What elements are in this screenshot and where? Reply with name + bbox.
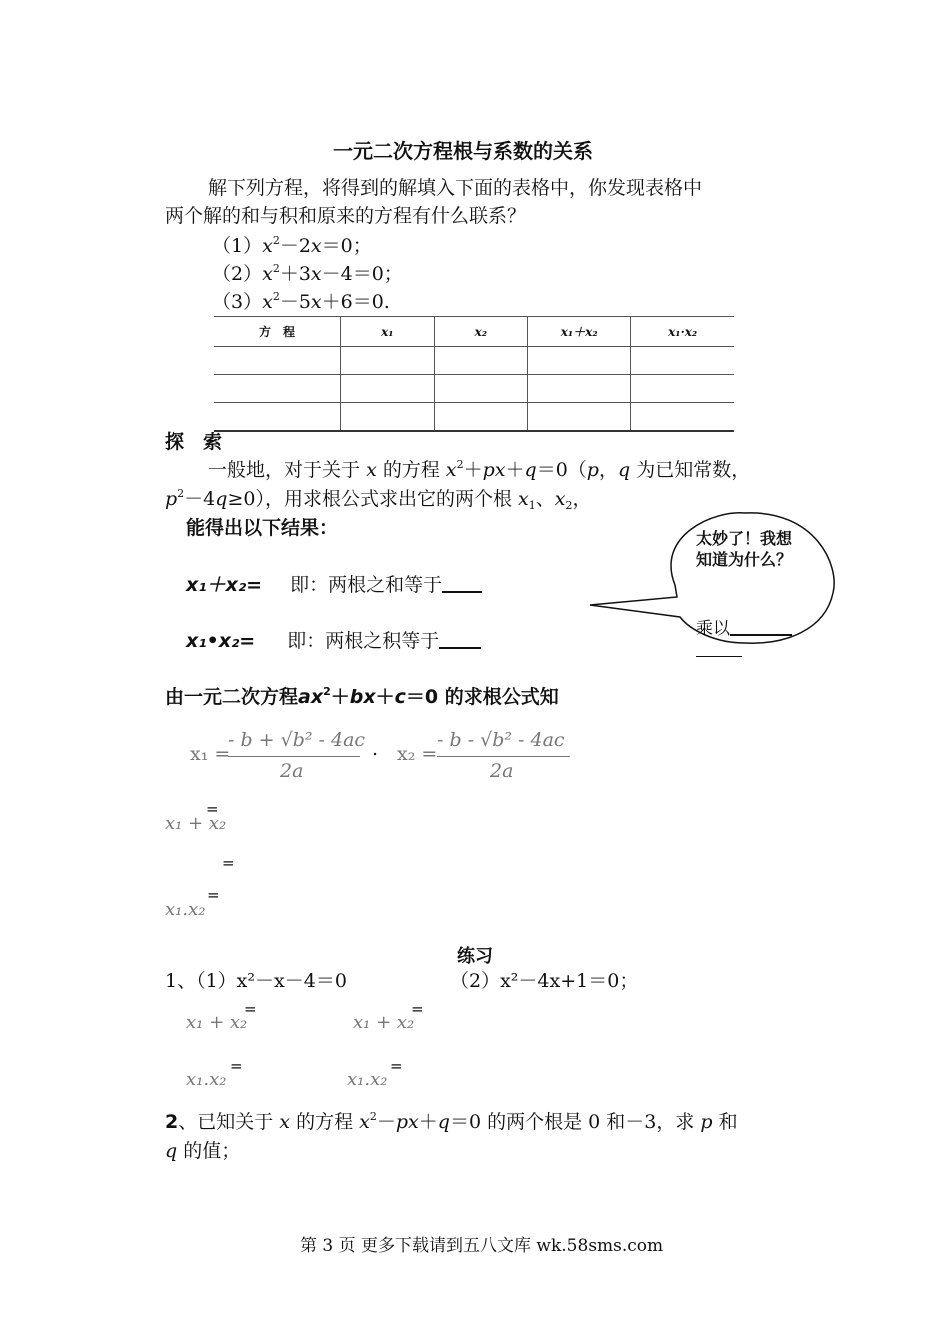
table-header: x₂ <box>434 317 527 347</box>
table-cell[interactable] <box>341 403 434 432</box>
practice-heading: 练习 <box>457 946 493 967</box>
intro-line-1: 解下列方程，将得到的解填入下面的表格中，你发现表格中 <box>208 177 703 199</box>
table-cell[interactable] <box>434 347 527 375</box>
table-cell[interactable] <box>631 403 734 432</box>
explore-line-2: $p^2-4q\ge 0$），用求根公式求出它的两个根 $x_1$、$x_2$， <box>165 487 592 512</box>
formula-heading: 由一元二次方程$ax^2+bx+c=0$ 的求根公式知 <box>165 685 559 708</box>
derive-prod-eq: = <box>207 886 220 904</box>
explore-line-3: 能得出以下结果： <box>186 517 339 539</box>
x1-fraction-bar <box>228 756 360 757</box>
x1-denominator: 2a <box>280 760 304 782</box>
table-cell[interactable] <box>214 403 341 432</box>
equation-2: $(2)x^2+3x-4=0$； <box>212 262 403 285</box>
x2-label: x₂ = <box>397 743 438 765</box>
practice-b-sum: x₁ + x₂ <box>353 1012 415 1033</box>
product-blank[interactable] <box>439 629 481 649</box>
product-result: x₁•x₂= 即：两根之积等于 <box>186 628 481 654</box>
derive-mid-eq: = <box>222 854 235 872</box>
bubble-under: 乘以 <box>696 616 792 642</box>
x1-numerator: - b + √b² - 4ac <box>228 729 366 751</box>
table-cell[interactable] <box>214 347 341 375</box>
x2-fraction-bar <box>437 756 570 757</box>
page-footer: 第 3 页 更多下载请到五八文库 wk.58sms.com <box>300 1236 664 1256</box>
table-header-row <box>214 317 734 347</box>
practice-a-sum: x₁ + x₂ <box>186 1012 248 1033</box>
intro-line-2: 两个解的和与积和原来的方程有什么联系？ <box>165 205 527 227</box>
table-header: x₁＋x₂ <box>528 317 631 347</box>
table-cell[interactable] <box>341 375 434 403</box>
practice-b-prod-eq: = <box>390 1057 403 1075</box>
equation-1: $(1)x^2-2x=0$； <box>212 234 372 257</box>
sum-blank[interactable] <box>442 573 482 593</box>
table-cell[interactable] <box>434 375 527 403</box>
table-header: x₁·x₂ <box>631 317 734 347</box>
practice-a-prod-eq: = <box>230 1057 243 1075</box>
table-cell[interactable] <box>631 375 734 403</box>
derive-sum-eq: = <box>206 800 219 818</box>
practice-q2-line-1: 2、已知关于 x 的方程 $x^2-px+q=0$ 的两个根是 0 和－3，求 p 和 <box>165 1110 738 1133</box>
practice-b-sum-eq: = <box>411 1000 424 1018</box>
solutions-table <box>214 316 734 432</box>
table-row <box>214 403 734 432</box>
derive-sum: x₁ + x₂ <box>165 813 227 834</box>
page-title: 一元二次方程根与系数的关系 <box>333 139 593 163</box>
practice-a-sum-eq: = <box>244 1000 257 1018</box>
bubble-blank-2[interactable] <box>696 640 742 657</box>
table-cell[interactable] <box>528 375 631 403</box>
bubble-text: 太妙了！我想知道为什么？ <box>696 529 793 569</box>
table-cell[interactable] <box>341 347 434 375</box>
table-header: 方 程 <box>214 317 341 347</box>
practice-q1b: （2）x²－4x+1＝0； <box>450 970 639 992</box>
table-cell[interactable] <box>528 347 631 375</box>
derive-prod: x₁.x₂ <box>165 899 206 920</box>
table-header: x₁ <box>341 317 434 347</box>
equation-3: $(3)x^2-5x+6=0$. <box>212 290 390 313</box>
table-cell[interactable] <box>434 403 527 432</box>
table-cell[interactable] <box>528 403 631 432</box>
practice-a-prod: x₁.x₂ <box>186 1069 227 1090</box>
table-row <box>214 375 734 403</box>
sum-result: x₁＋x₂= 即：两根之和等于 <box>186 572 482 598</box>
practice-q1: 1、（1）x²－x－4＝0 <box>165 970 347 992</box>
bubble-blank-1[interactable] <box>730 616 792 636</box>
formula-separator: . <box>372 738 379 760</box>
table-cell[interactable] <box>631 347 734 375</box>
explore-heading: 探 索 <box>165 431 223 453</box>
table-cell[interactable] <box>214 375 341 403</box>
x1-label: x₁ = <box>190 743 231 765</box>
table-row <box>214 347 734 375</box>
x2-numerator: - b - √b² - 4ac <box>437 729 565 751</box>
practice-q2-line-2: q 的值； <box>165 1140 241 1162</box>
practice-b-prod: x₁.x₂ <box>347 1069 388 1090</box>
explore-line-1: 一般地，对于关于 x 的方程 $x^2+px+q=0(p$，q 为已知常数， <box>208 458 751 481</box>
x2-denominator: 2a <box>490 760 514 782</box>
